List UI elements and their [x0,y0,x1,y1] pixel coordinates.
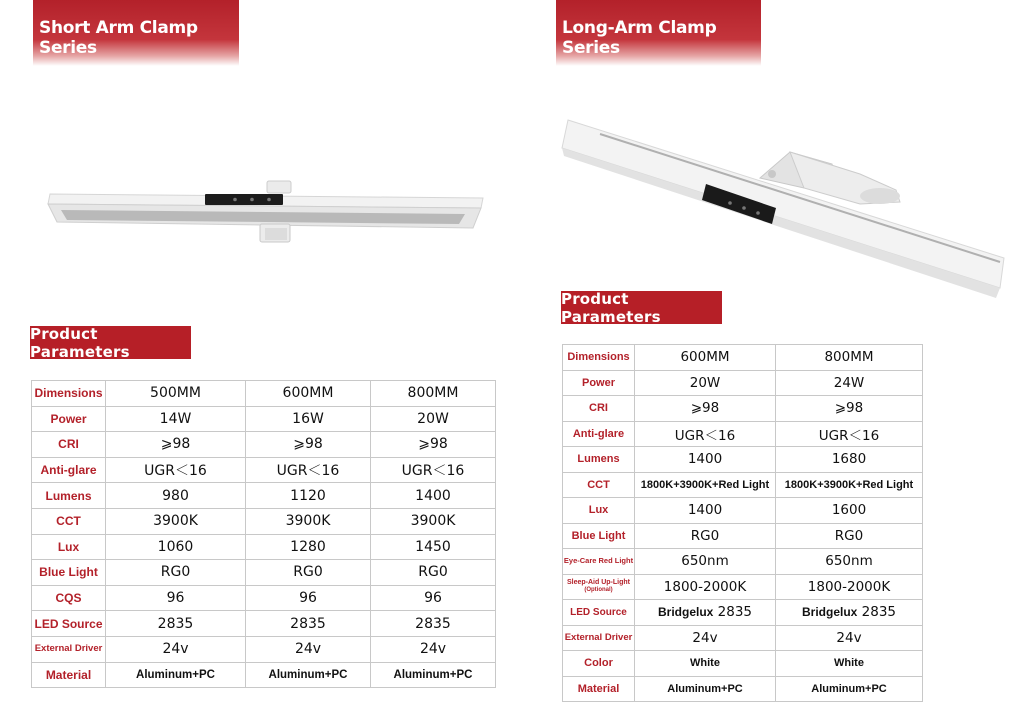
row-label: Lux [32,534,106,560]
cell-value: 20W [635,370,776,396]
cell-value: 1800K+3900K+Red Light [776,472,923,498]
cell-value: ⩾98 [106,432,246,458]
table-row [563,498,923,524]
cell-value: ⩾98 [776,396,923,422]
cell-value: UGR＜16 [246,457,371,483]
table-row [32,381,496,407]
row-label: Lux [563,498,635,524]
cell-value: 1680 [776,447,923,473]
cell-value: 1450 [371,534,496,560]
table-row [32,611,496,637]
row-label: Blue Light [563,523,635,549]
cell-value: 3900K [246,508,371,534]
cell-value: ⩾98 [635,396,776,422]
table-row [32,457,496,483]
brand-name: Bridgelux [802,605,858,620]
cell-value: 1400 [635,498,776,524]
cell-value: 2835 [371,611,496,637]
cell-value: ⩾98 [371,432,496,458]
row-label: Material [32,662,106,688]
long-arm-series-title: Long-Arm Clamp Series [556,0,761,66]
row-label: LED Source [32,611,106,637]
cell-value: 2835 [106,611,246,637]
row-label: CRI [563,396,635,422]
table-row [32,432,496,458]
table-row [32,662,496,688]
cell-value: 14W [106,406,246,432]
cell-value: 800MM [371,381,496,407]
cell-value: 500MM [106,381,246,407]
cell-value: 2835 [246,611,371,637]
row-label: Lumens [563,447,635,473]
row-label: CQS [32,585,106,611]
table-row [32,483,496,509]
cell-value: Aluminum+PC [371,662,496,688]
cell-value: White [776,651,923,677]
cell-value: 24v [635,625,776,651]
table-row [32,560,496,586]
table-row [563,345,923,371]
table-row [563,396,923,422]
table-row [32,636,496,662]
row-label: CRI [32,432,106,458]
table-row [563,447,923,473]
cell-value: RG0 [371,560,496,586]
table-row [563,676,923,702]
cell-value: 1800-2000K [776,574,923,600]
row-label: Color [563,651,635,677]
cell-value: 3900K [371,508,496,534]
table-row [563,472,923,498]
cell-value: 1060 [106,534,246,560]
row-label: Material [563,676,635,702]
cell-value: 600MM [635,345,776,371]
cell-value: UGR＜16 [106,457,246,483]
table-row [32,585,496,611]
led-code: 2835 [861,604,896,621]
cell-value: 24v [371,636,496,662]
cell-value: 96 [371,585,496,611]
cell-value: 980 [106,483,246,509]
row-label: Dimensions [563,345,635,371]
table-row [563,549,923,575]
cell-value: 1400 [371,483,496,509]
cell-value: Aluminum+PC [246,662,371,688]
table-row [563,523,923,549]
cell-value: 650nm [776,549,923,575]
cell-value: 24v [246,636,371,662]
cell-value: RG0 [635,523,776,549]
row-label: External Driver [32,636,106,662]
cell-value: 1800K+3900K+Red Light [635,472,776,498]
cell-value [635,600,776,626]
row-label: Blue Light [32,560,106,586]
cell-value: RG0 [106,560,246,586]
row-label: Anti-glare [32,457,106,483]
cell-value: 24v [776,625,923,651]
cell-value: 24W [776,370,923,396]
short-arm-parameters-table [31,380,496,688]
led-code: 2835 [717,604,752,621]
cell-value: 1280 [246,534,371,560]
row-label: Lumens [32,483,106,509]
short-arm-series-title: Short Arm Clamp Series [33,0,239,66]
cell-value: 16W [246,406,371,432]
cell-value: 650nm [635,549,776,575]
cell-value: UGR＜16 [371,457,496,483]
cell-value: 800MM [776,345,923,371]
row-label: LED Source [563,600,635,626]
cell-value [776,600,923,626]
long-arm-lamp-image [560,118,1010,303]
table-row [563,651,923,677]
cell-value: UGR＜16 [635,421,776,447]
cell-value: White [635,651,776,677]
table-row [32,406,496,432]
row-label: Dimensions [32,381,106,407]
cell-value: UGR＜16 [776,421,923,447]
row-label-main: Sleep-Aid Up-Light [567,579,630,587]
row-label: CCT [563,472,635,498]
cell-value: 24v [106,636,246,662]
table-row [32,508,496,534]
long-product-parameters-heading: Product Parameters [561,291,722,324]
table-row [563,625,923,651]
cell-value: ⩾98 [246,432,371,458]
cell-value: Aluminum+PC [635,676,776,702]
cell-value: 1800-2000K [635,574,776,600]
row-label-sub: (Optional) [584,587,613,594]
long-arm-parameters-table [562,344,923,702]
cell-value: 1600 [776,498,923,524]
row-label: Power [32,406,106,432]
short-product-parameters-heading: Product Parameters [30,326,191,359]
cell-value: 1400 [635,447,776,473]
cell-value: 20W [371,406,496,432]
table-row [563,600,923,626]
row-label: External Driver [563,625,635,651]
row-label [563,574,635,600]
cell-value: Aluminum+PC [106,662,246,688]
row-label: Eye-Care Red Light [563,549,635,575]
cell-value: 600MM [246,381,371,407]
cell-value: RG0 [246,560,371,586]
table-row [563,574,923,600]
table-row [563,421,923,447]
table-row [32,534,496,560]
cell-value: RG0 [776,523,923,549]
brand-name: Bridgelux [658,605,714,620]
cell-value: Aluminum+PC [776,676,923,702]
row-label: Anti-glare [563,421,635,447]
row-label: CCT [32,508,106,534]
cell-value: 3900K [106,508,246,534]
row-label: Power [563,370,635,396]
cell-value: 1120 [246,483,371,509]
short-arm-lamp-image [45,176,490,248]
table-row [563,370,923,396]
cell-value: 96 [246,585,371,611]
cell-value: 96 [106,585,246,611]
